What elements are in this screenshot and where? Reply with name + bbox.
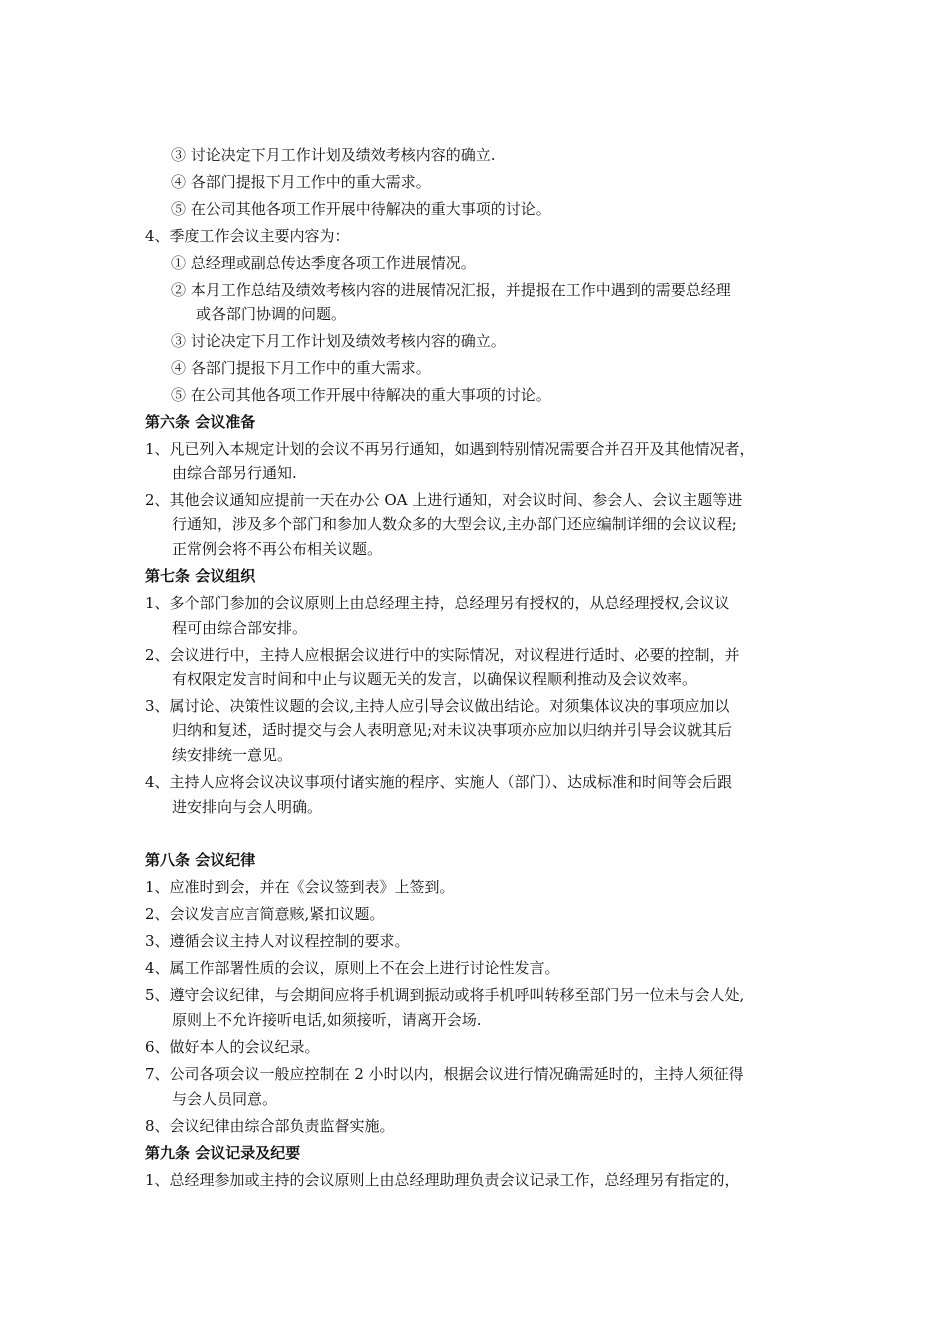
list-item-1-cont: 程可由综合部安排。 [172, 619, 308, 637]
sub-item-2: ② 本月工作总结及绩效考核内容的进展情况汇报，并提报在工作中遇到的需要总经理 [171, 281, 731, 299]
list-item-4: 4、主持人应将会议决议事项付诸实施的程序、实施人（部门）、达成标准和时间等会后跟 [145, 773, 733, 791]
list-item-3: 3、遵循会议主持人对议程控制的要求。 [145, 932, 410, 950]
list-item-5: 5、遵守会议纪律，与会期间应将手机调到振动或将手机呼叫转移至部门另一位未与会人处, [145, 986, 745, 1004]
list-item-2: 2、其他会议通知应提前一天在办公 OA 上进行通知，对会议时间、参会人、会议主题等进 [145, 491, 743, 509]
list-item-4-cont: 进安排向与会人明确。 [172, 798, 323, 816]
list-item-7-cont: 与会人员同意。 [172, 1090, 278, 1108]
list-item-1: 1、应准时到会，并在《会议签到表》上签到。 [145, 878, 455, 896]
sub-item-4: ④ 各部门提报下月工作中的重大需求。 [171, 359, 431, 377]
list-item-6: 6、做好本人的会议纪录。 [145, 1038, 320, 1056]
list-item-3: 3、属讨论、决策性议题的会议,主持人应引导会议做出结论。对须集体议决的事项应加以 [145, 697, 730, 715]
list-item-4: 4、季度工作会议主要内容为： [145, 227, 350, 245]
list-item-2-cont: 正常例会将不再公布相关议题。 [172, 540, 383, 558]
section-heading-7: 第七条 会议组织 [145, 567, 256, 585]
list-item-8: 8、会议纪律由综合部负责监督实施。 [145, 1117, 395, 1135]
sub-item-1: ① 总经理或副总传达季度各项工作进展情况。 [171, 254, 476, 272]
list-item-1: 1、凡已列入本规定计划的会议不再另行通知，如遇到特别情况需要合并召开及其他情况者， [145, 440, 755, 458]
sub-item-4: ④ 各部门提报下月工作中的重大需求。 [171, 173, 431, 191]
list-item-2-cont: 行通知，涉及多个部门和参加人数众多的大型会议,主办部门还应编制详细的会议议程; [172, 515, 737, 533]
section-heading-6: 第六条 会议准备 [145, 413, 256, 431]
sub-item-5: ⑤ 在公司其他各项工作开展中待解决的重大事项的讨论。 [171, 200, 551, 218]
sub-item-2-cont: 或各部门协调的问题。 [196, 305, 347, 323]
list-item-1: 1、总经理参加或主持的会议原则上由总经理助理负责会议记录工作，总经理另有指定的， [145, 1171, 740, 1189]
sub-item-5: ⑤ 在公司其他各项工作开展中待解决的重大事项的讨论。 [171, 386, 551, 404]
list-item-3-cont: 归纳和复述，适时提交与会人表明意见;对未议决事项亦应加以归纳并引导会议就其后 [172, 721, 733, 739]
section-heading-9: 第九条 会议记录及纪要 [145, 1144, 301, 1162]
sub-item-3: ③ 讨论决定下月工作计划及绩效考核内容的确立. [171, 146, 496, 164]
section-heading-8: 第八条 会议纪律 [145, 851, 256, 869]
list-item-2-cont: 有权限定发言时间和中止与议题无关的发言，以确保议程顺利推动及会议效率。 [172, 670, 698, 688]
list-item-1-cont: 由综合部另行通知. [172, 464, 297, 482]
list-item-2: 2、会议进行中，主持人应根据会议进行中的实际情况，对议程进行适时、必要的控制，并 [145, 646, 740, 664]
list-item-3-cont: 续安排统一意见。 [172, 746, 293, 764]
list-item-5-cont: 原则上不允许接听电话,如须接听，请离开会场. [172, 1011, 482, 1029]
list-item-2: 2、会议发言应言简意赅,紧扣议题。 [145, 905, 385, 923]
list-item-4: 4、属工作部署性质的会议，原则上不在会上进行讨论性发言。 [145, 959, 560, 977]
list-item-7: 7、公司各项会议一般应控制在 2 小时以内，根据会议进行情况确需延时的，主持人须征得 [145, 1065, 744, 1083]
list-item-1: 1、多个部门参加的会议原则上由总经理主持，总经理另有授权的，从总经理授权,会议议 [145, 594, 730, 612]
sub-item-3: ③ 讨论决定下月工作计划及绩效考核内容的确立。 [171, 332, 506, 350]
